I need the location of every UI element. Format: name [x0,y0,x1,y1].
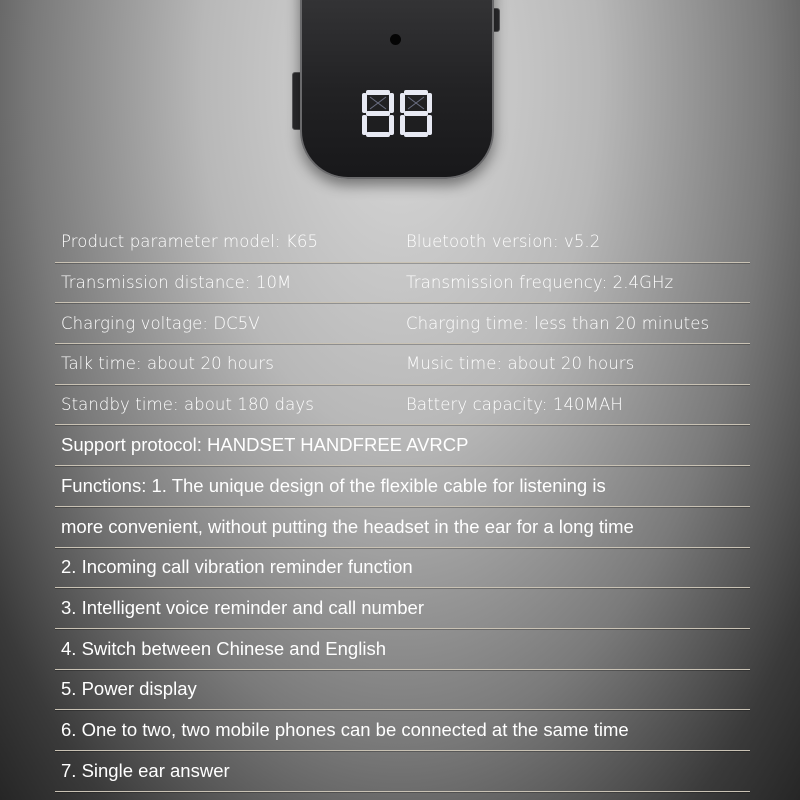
spec-model: Product parameter model: K65 [61,232,319,252]
spec-transmission-frequency: Transmission frequency: 2.4GHz [406,273,674,293]
spec-charging-time: Charging time: less than 20 minutes [406,313,710,333]
function-1-line-1: Functions: 1. The unique design of the flexible cable for listening is [61,474,606,496]
spec-table [55,222,750,792]
spec-music-time: Music time: about 20 hours [406,354,635,374]
function-3: 3. Intelligent voice reminder and call number [61,597,424,619]
feature-row [55,710,750,751]
led-segment-display-icon [360,88,436,140]
feature-row [55,507,750,548]
spec-talk-time: Talk time: about 20 hours [61,354,274,374]
support-protocol: Support protocol: HANDSET HANDFREE AVRCP [61,434,469,456]
spec-standby-time: Standby time: about 180 days [61,395,314,415]
feature-row [55,548,750,589]
feature-row [55,425,750,466]
spec-row [55,303,750,344]
spec-row [55,263,750,304]
function-6: 6. One to two, two mobile phones can be connected at the same time [61,719,629,741]
spec-battery-capacity: Battery capacity: 140MAH [406,395,623,415]
spec-bluetooth-version: Bluetooth version: v5.2 [406,232,601,252]
spec-transmission-distance: Transmission distance: 10M [61,273,292,293]
feature-row [55,466,750,507]
feature-row [55,670,750,711]
function-7: 7. Single ear answer [61,759,230,781]
feature-row [55,751,750,792]
product-image [0,0,800,200]
feature-row [55,588,750,629]
function-2: 2. Incoming call vibration reminder function [61,556,413,578]
spec-row [55,385,750,426]
microphone-hole-icon [390,34,401,45]
function-5: 5. Power display [61,678,197,700]
spec-charging-voltage: Charging voltage: DC5V [61,313,260,333]
function-4: 4. Switch between Chinese and English [61,637,386,659]
function-1-line-2: more convenient, without putting the headset in the ear for a long time [61,515,634,537]
feature-row [55,629,750,670]
spec-row [55,222,750,263]
spec-row [55,344,750,385]
